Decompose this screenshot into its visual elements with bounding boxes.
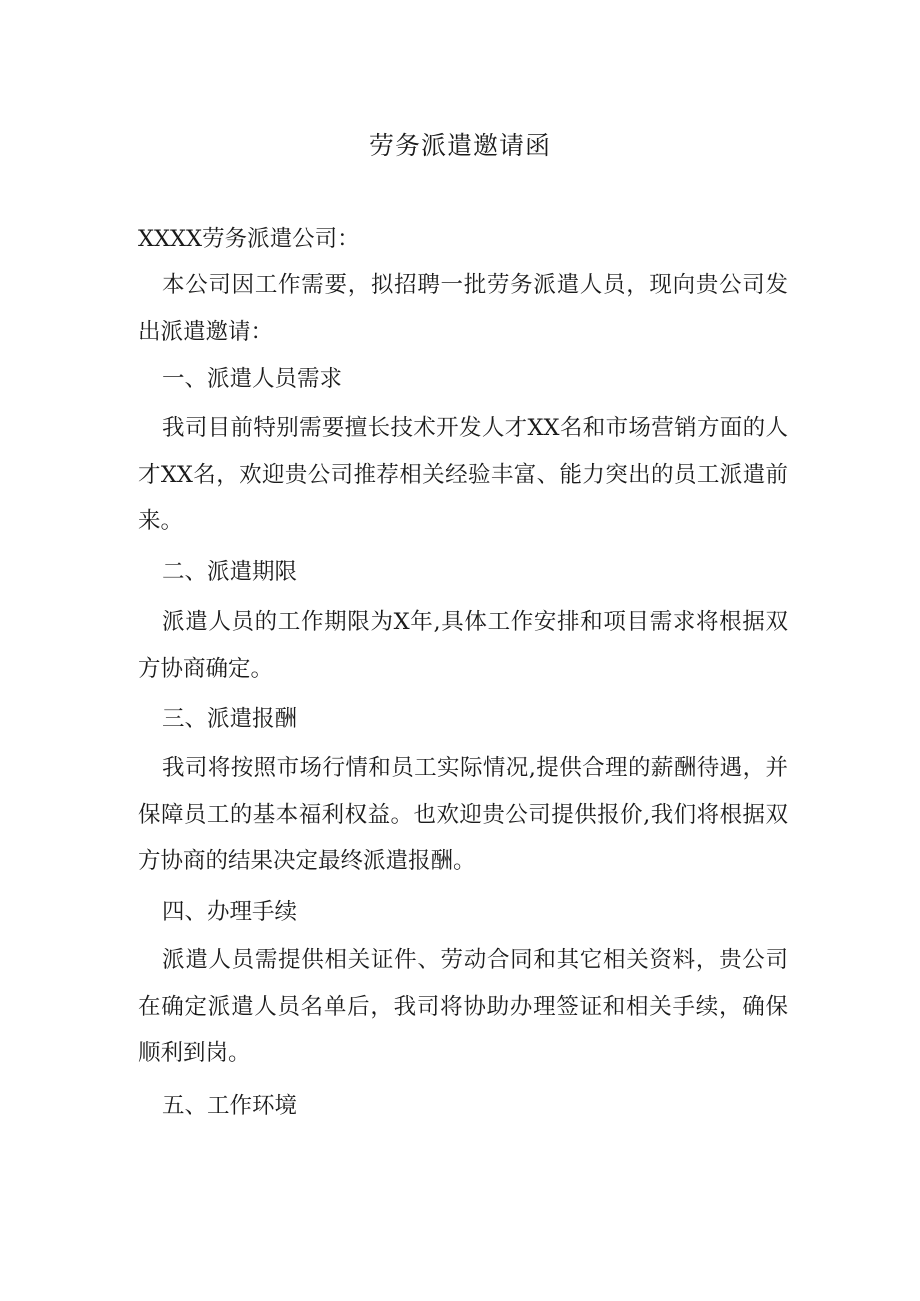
section-heading-3: 三、派遣报酬 (162, 706, 298, 732)
section-body-1: 我司目前特别需要擅长技术开发人才XX名和市场营销方面的人才XX名，欢迎贵公司推荐相关经验丰富、能力突出的员工派遣前来。 (138, 415, 788, 534)
section-body-4: 派遣人员需提供相关证件、劳动合同和其它相关资料，贵公司在确定派遣人员名单后，我司将协助办理签证和相关手续，确保顺利到岗。 (138, 947, 788, 1066)
section-heading-4: 四、办理手续 (162, 899, 298, 925)
intro-paragraph: 本公司因工作需要，拟招聘一批劳务派遣人员，现向贵公司发出派遣邀请： (138, 272, 788, 345)
salutation: XXXX劳务派遣公司： (138, 226, 360, 252)
document-title: 劳务派遣邀请函 (368, 131, 551, 160)
section-heading-5: 五、工作环境 (162, 1093, 298, 1119)
section-body-2: 派遣人员的工作期限为X年,具体工作安排和项目需求将根据双方协商确定。 (138, 609, 788, 682)
section-heading-2: 二、派遣期限 (162, 559, 298, 585)
section-body-3: 我司将按照市场行情和员工实际情况,提供合理的薪酬待遇，并保障员工的基本福利权益。也欢迎贵公司提供报价,我们将根据双方协商的结果决定最终派遣报酬。 (138, 755, 788, 874)
section-heading-1: 一、派遣人员需求 (162, 366, 343, 392)
